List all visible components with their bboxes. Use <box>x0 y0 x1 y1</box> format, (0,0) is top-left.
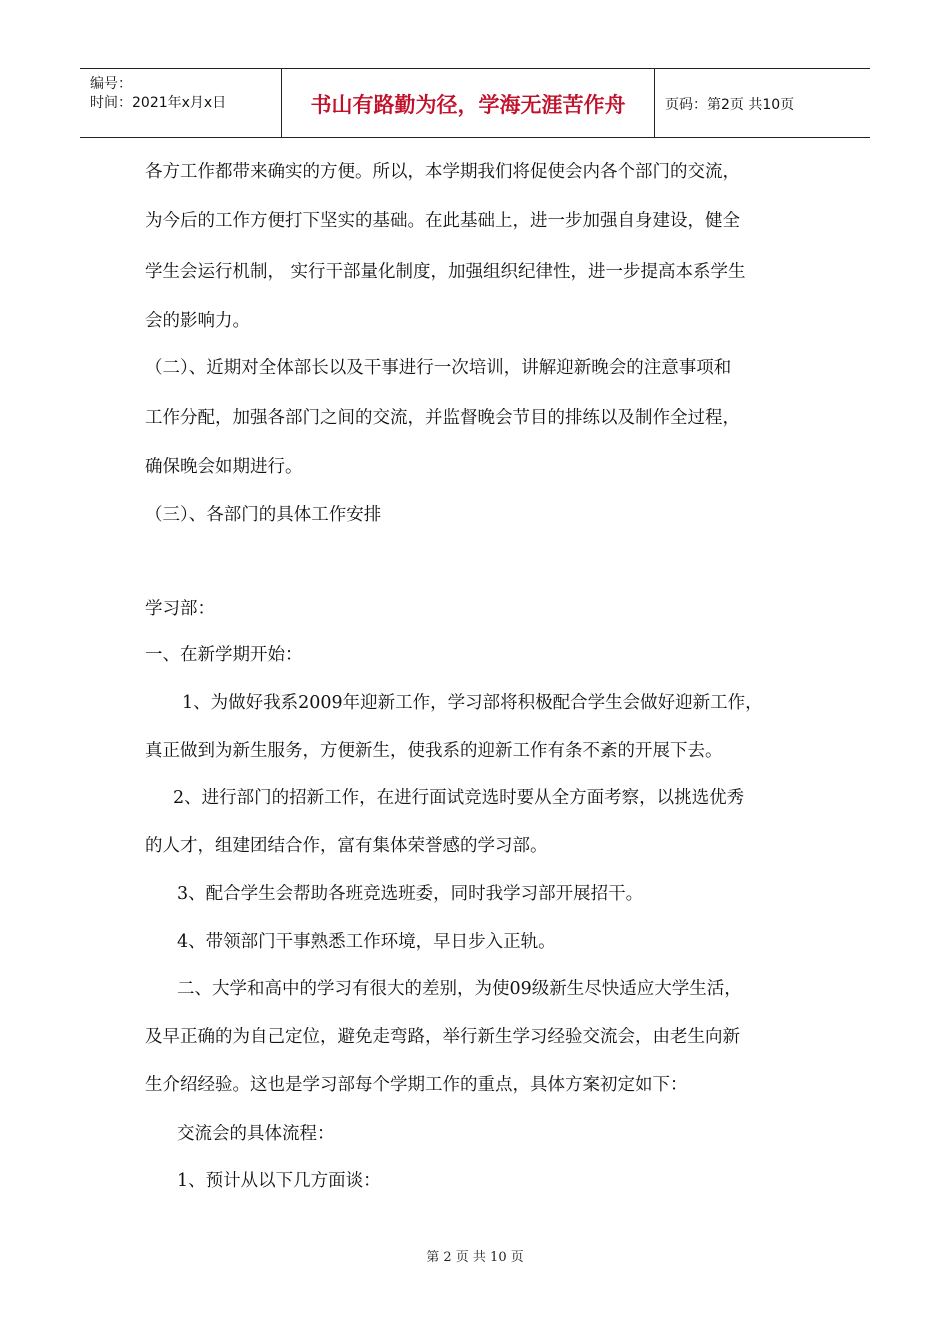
section-heading: （二）、近期对全体部长以及干事进行一次培训，讲解迎新晚会的注意事项和 <box>145 358 732 378</box>
section-heading: （三）、各部门的具体工作安排 <box>145 505 382 525</box>
list-item: 3、配合学生会帮助各班竞选班委，同时我学习部开展招干。 <box>177 884 644 904</box>
subsection-heading: 二、大学和高中的学习有很大的差别，为使09级新生尽快适应大学生活， <box>177 979 742 999</box>
body-line: 会的影响力。 <box>145 311 250 331</box>
body-line: 真正做到为新生服务，方便新生，使我系的迎新工作有条不紊的开展下去。 <box>145 741 723 761</box>
list-item: 4、带领部门干事熟悉工作环境，早日步入正轨。 <box>177 932 556 952</box>
document-date-label: 时间：2021年x月x日 <box>90 95 227 111</box>
list-item: 2、进行部门的招新工作，在进行面试竞选时要从全方面考察，以挑选优秀 <box>173 788 745 808</box>
page-footer: 第 2 页 共 10 页 <box>426 1250 524 1265</box>
body-line: 交流会的具体流程： <box>177 1124 335 1144</box>
header-page-cell <box>655 69 870 137</box>
body-line: 生介绍经验。这也是学习部每个学期工作的重点，具体方案初定如下： <box>145 1075 688 1095</box>
body-line: 确保晚会如期进行。 <box>145 457 303 477</box>
subsection-heading: 一、在新学期开始： <box>145 645 303 665</box>
header-motto-cell <box>282 69 655 137</box>
body-line: 及早正确的为自己定位，避免走弯路，举行新生学习经验交流会，由老生向新 <box>145 1027 740 1047</box>
body-line: 学生会运行机制， 实行干部量化制度，加强组织纪律性，进一步提高本系学生 <box>145 262 746 282</box>
header-page-number: 页码：第2页 共10页 <box>665 97 795 113</box>
body-line: 为今后的工作方便打下坚实的基础。在此基础上，进一步加强自身建设，健全 <box>145 211 740 231</box>
header-motto: 书山有路勤为径，学海无涯苦作舟 <box>310 93 626 117</box>
body-line: 各方工作都带来确实的方便。所以，本学期我们将促使会内各个部门的交流， <box>145 162 740 182</box>
body-line: 工作分配，加强各部门之间的交流，并监督晚会节目的排练以及制作全过程， <box>145 408 740 428</box>
page-header <box>80 68 870 138</box>
list-item: 1、预计从以下几方面谈： <box>177 1171 381 1191</box>
header-info-cell <box>80 69 282 137</box>
body-line: 的人才，组建团结合作，富有集体荣誉感的学习部。 <box>145 836 548 856</box>
list-item: 1、为做好我系2009年迎新工作，学习部将积极配合学生会做好迎新工作， <box>182 693 763 713</box>
department-heading: 学习部： <box>145 599 215 619</box>
document-number-label: 编号： <box>90 76 132 92</box>
